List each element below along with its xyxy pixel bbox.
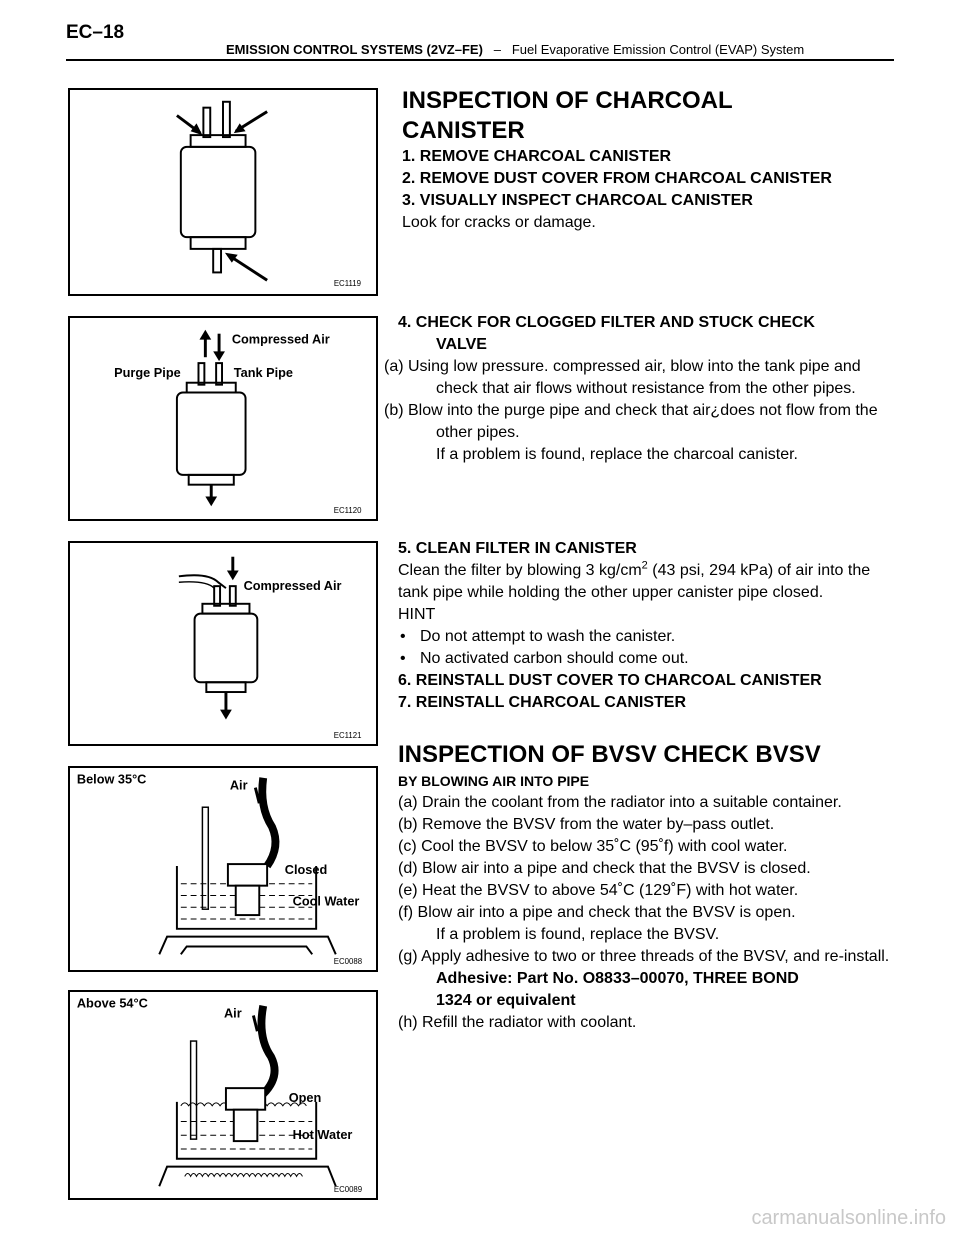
temperature-label: Below 35°C [76,771,147,787]
temperature-label: Above 54°C [76,995,148,1011]
water-label: Cool Water [292,893,360,909]
watermark: carmanualsonline.info [751,1207,946,1229]
canister-illustration [70,90,376,294]
step-g: (g) Apply adhesive to two or three threads of the BVSV, and re-install. [398,948,890,965]
figure-clogged-filter [68,316,378,521]
hint-bullet-2: • No activated carbon should come out. [398,648,890,670]
step-d: (d) Blow air into a pipe and check that the BVSV is closed. [398,860,811,877]
step-5-text-end: (43 psi, 294 kPa) of air into the tank pipe while holding the other upper canister pipe closed. [398,562,871,601]
adhesive-spec: Adhesive: Part No. O8833–00070, THREE BOND [436,970,799,987]
figure-code: EC1120 [333,506,362,516]
step-1: 1. REMOVE CHARCOAL CANISTER [402,148,672,165]
tank-pipe-label: Tank Pipe [233,364,294,380]
superscript: 2 [641,559,648,572]
step-a: (a) Drain the coolant from the radiator into a suitable container. [398,794,842,811]
step-f: (f) Blow air into a pipe and check that the BVSV is open. [398,904,796,921]
step-2: 2. REMOVE DUST COVER FROM CHARCOAL CANISTER [402,170,832,187]
step-3: 3. VISUALLY INSPECT CHARCOAL CANISTER [402,192,753,209]
step-3-text: Look for cracks or damage. [402,214,596,231]
figure-code: EC1119 [333,279,361,289]
step-e: (e) Heat the BVSV to above 54˚C (129˚F) with hot water. [398,882,799,899]
step-c: (c) Cool the BVSV to below 35˚C (95˚f) with cool water. [398,838,788,855]
step-4: 4. CHECK FOR CLOGGED FILTER AND STUCK CHECK [398,314,815,331]
state-label: Closed [284,861,328,877]
step-4b: (b) Blow into the purge pipe and check that air¿does not flow from the other pipes. [384,402,878,441]
air-label: Air [229,777,248,793]
water-label: Hot Water [292,1127,353,1143]
header-rule [66,59,894,61]
section-clogged-filter [384,312,884,466]
header-separator: – [493,42,501,57]
step-4a: (a) Using low pressure. compressed air, blow into the tank pipe and check that air flows without resistance from the other pipes. [384,358,861,397]
bvsv-hot-water-illustration [70,992,376,1198]
hint-bullet-1: • Do not attempt to wash the canister. [398,626,890,648]
section-title: INSPECTION OF CHARCOAL [402,87,733,114]
figure-bvsv-above [68,990,378,1200]
state-label: Open [288,1089,322,1105]
section-title: EMISSION CONTROL SYSTEMS (2VZ–FE) [226,42,483,57]
air-label: Air [223,1005,242,1021]
step-b: (b) Remove the BVSV from the water by–pass outlet. [398,816,775,833]
step-4-continued: VALVE [436,336,487,353]
figure-bvsv-below [68,766,378,972]
figure-code: EC1121 [333,731,362,741]
section-charcoal-inspection [402,86,902,234]
step-6: 6. REINSTALL DUST COVER TO CHARCOAL CANISTER [398,672,822,689]
figure-code: EC0088 [333,957,363,967]
figure-canister-pipes [68,88,378,296]
section-bvsv-inspection [398,740,898,1034]
running-header [226,42,804,57]
bvsv-cool-water-illustration [70,768,376,970]
step-5: 5. CLEAN FILTER IN CANISTER [398,540,637,557]
page-code: EC–18 [66,22,125,43]
section-title-continued: CANISTER [402,117,525,144]
section-subtitle: BY BLOWING AIR INTO PIPE [398,773,590,789]
step-5-text-start: Clean the filter by blowing 3 kg/cm [398,562,642,579]
step-f-note: If a problem is found, replace the BVSV. [436,926,720,943]
step-7: 7. REINSTALL CHARCOAL CANISTER [398,694,687,711]
canister-cleaning-illustration [70,543,376,744]
hint-label: HINT [398,606,436,623]
compressed-air-label: Compressed Air [243,578,342,594]
step-h: (h) Refill the radiator with coolant. [398,1014,637,1031]
figure-code: EC0089 [333,1185,363,1195]
purge-pipe-label: Purge Pipe [114,364,181,380]
adhesive-spec-continued: 1324 or equivalent [436,992,576,1009]
section-title: INSPECTION OF BVSV CHECK BVSV [398,741,821,768]
step-5-text [398,560,890,604]
figure-clean-filter [68,541,378,746]
section-clean-filter [398,538,890,714]
subsection-title: Fuel Evaporative Emission Control (EVAP) System [511,42,805,57]
canister-air-flow-illustration [70,318,376,519]
compressed-air-label: Compressed Air [231,331,330,347]
step-4-note: If a problem is found, replace the charcoal canister. [436,446,798,463]
